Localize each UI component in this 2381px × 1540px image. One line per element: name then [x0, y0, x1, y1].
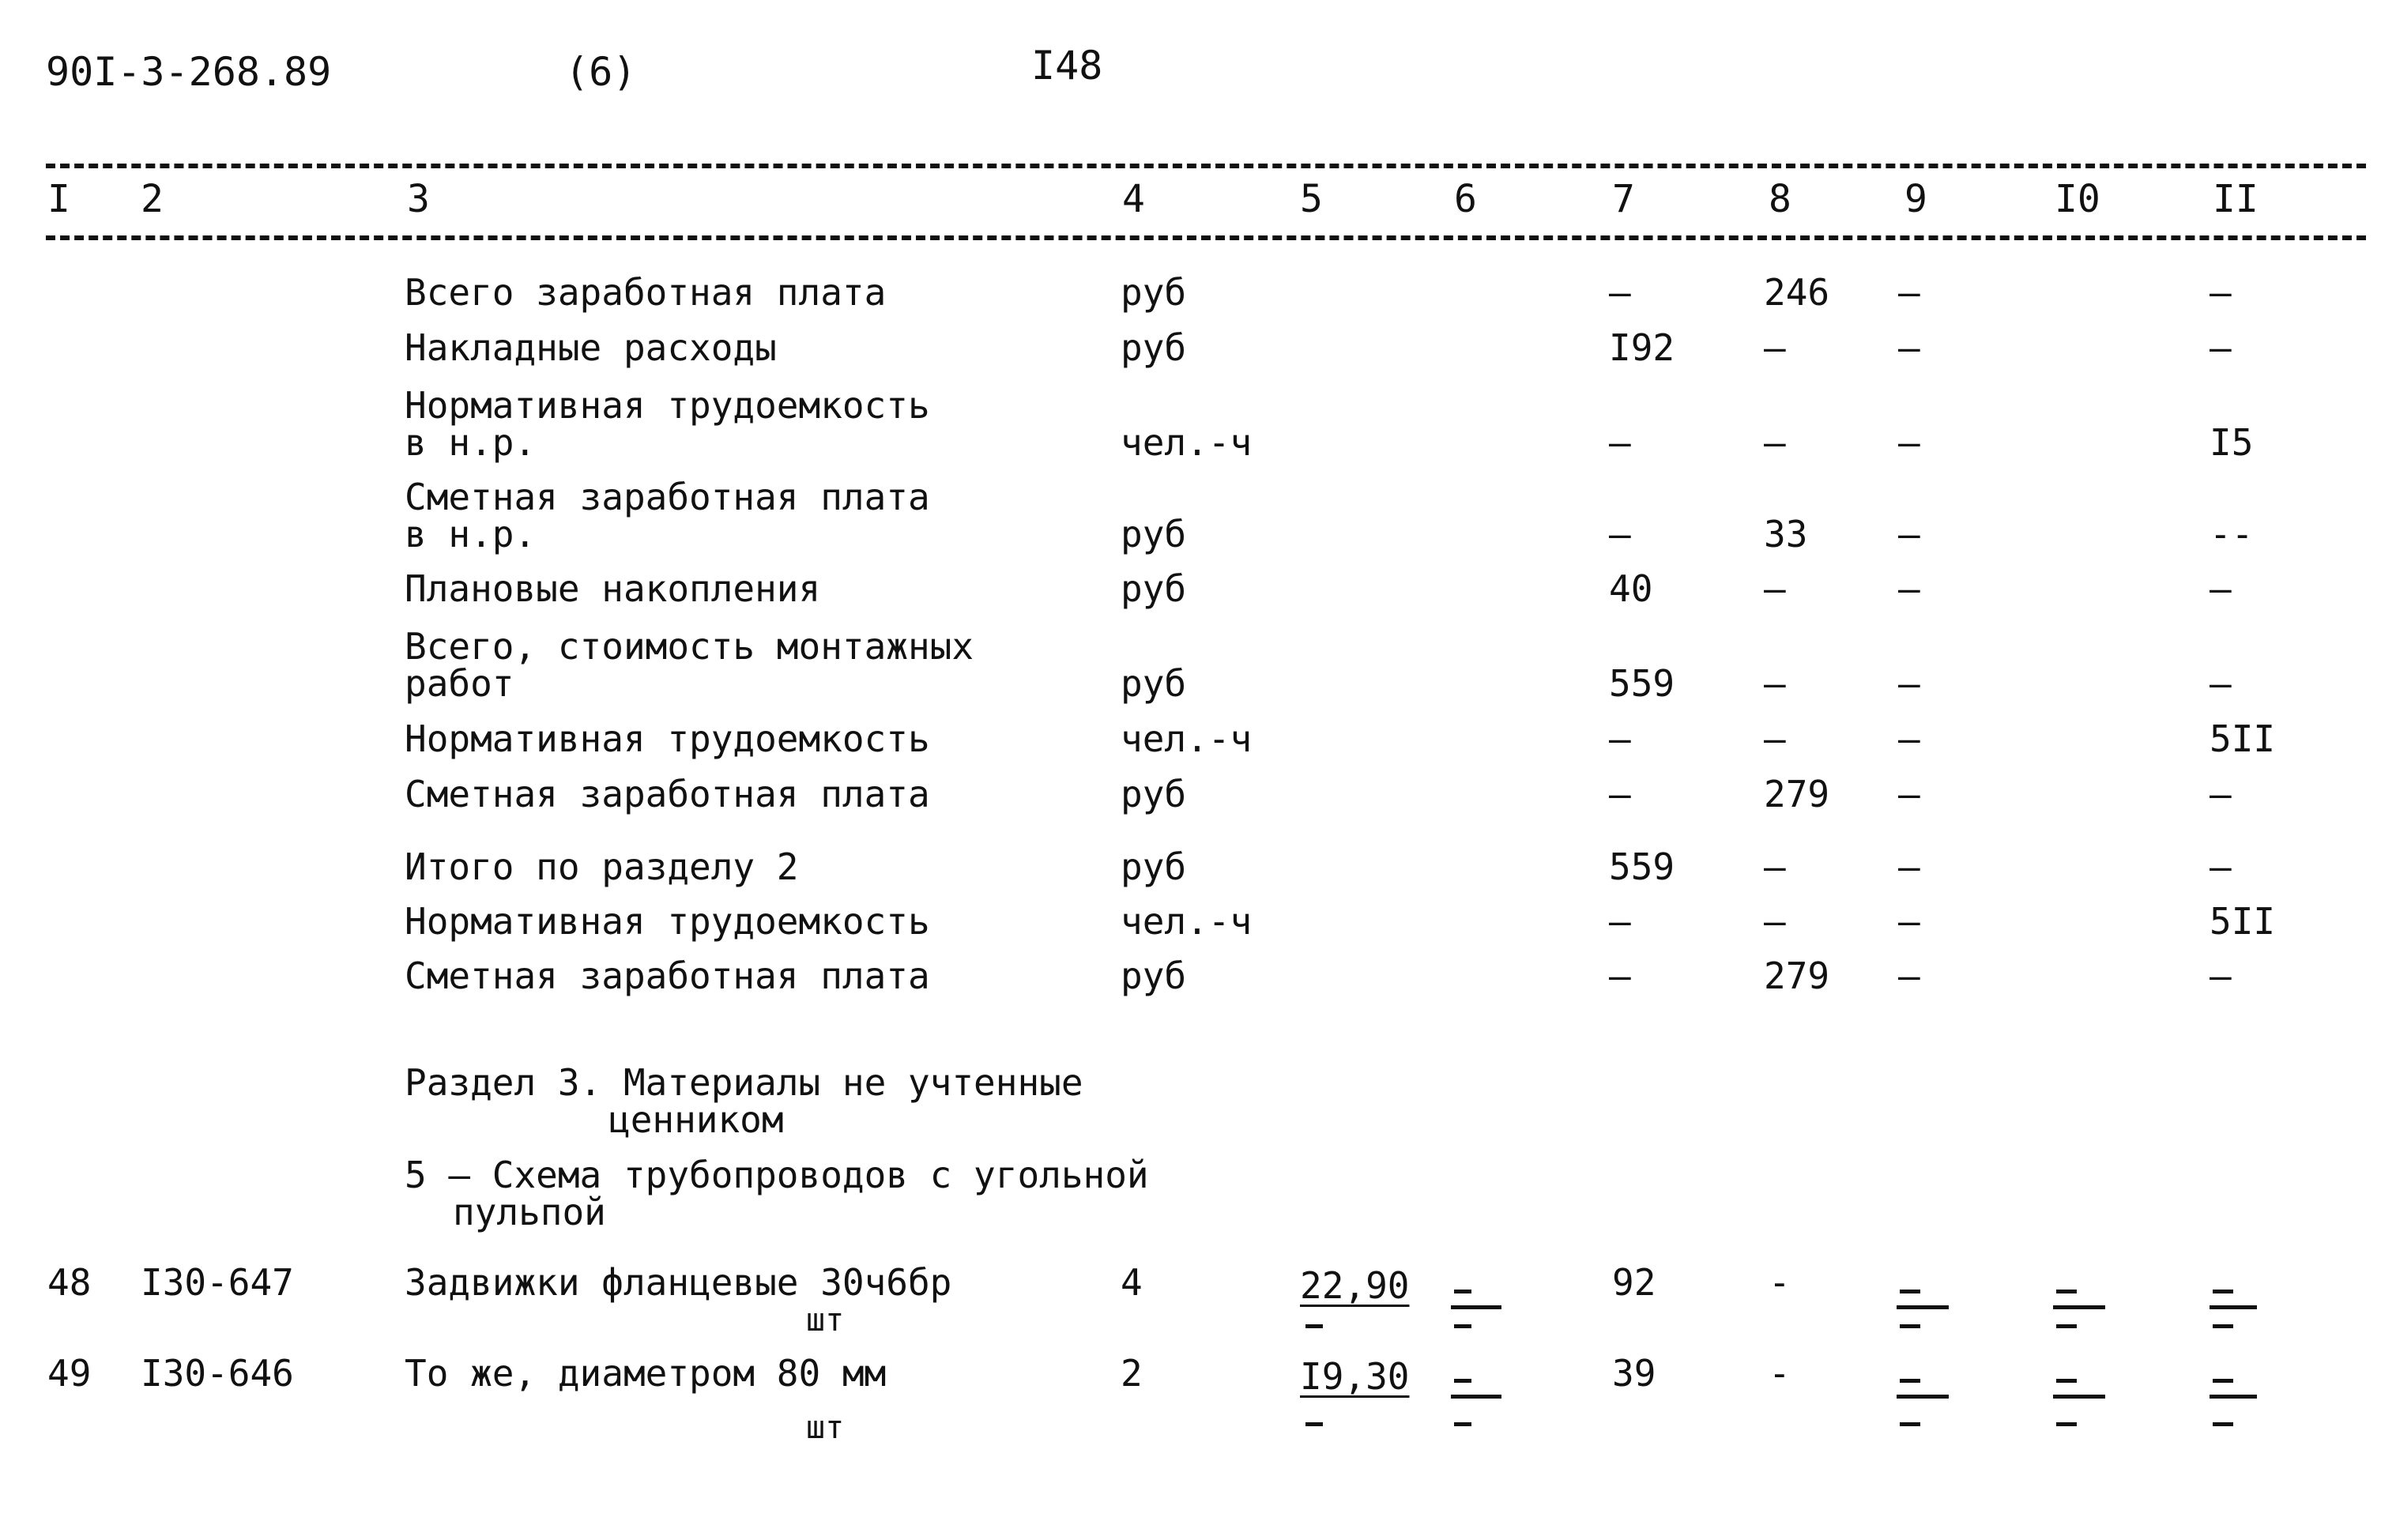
- cell-col8: –: [1764, 845, 1786, 888]
- column-header-1: I: [47, 177, 70, 221]
- row-label: Сметная заработная плата: [405, 954, 930, 997]
- cell-col11: I5: [2210, 421, 2254, 464]
- item-unit: шт: [806, 1410, 845, 1446]
- page-number: I48: [1031, 43, 1103, 88]
- cell-col11: --: [2210, 513, 2254, 555]
- col11-dash-rule: [2210, 1305, 2257, 1309]
- cell-col9: –: [1898, 271, 1920, 314]
- cell-col11: 5II: [2210, 900, 2276, 943]
- col6-dash-top: [1454, 1290, 1471, 1293]
- row-unit: чел.-ч: [1121, 421, 1253, 464]
- item-price-value: I9,30: [1300, 1355, 1410, 1398]
- row-label: Нормативная трудоемкость: [405, 900, 930, 943]
- cell-col8: –: [1764, 421, 1786, 464]
- price-denominator-dash: [1305, 1422, 1323, 1426]
- row-label-cont: в н.р.: [405, 421, 537, 464]
- col9-dash-top: [1900, 1379, 1920, 1383]
- cell-col11: –: [2210, 326, 2232, 369]
- cell-col9: –: [1898, 900, 1920, 943]
- col6-dash-rule: [1451, 1395, 1501, 1399]
- cell-col11: –: [2210, 662, 2232, 705]
- row-label: Всего, стоимость монтажных: [405, 625, 974, 668]
- col10-dash-top: [2056, 1290, 2077, 1293]
- row-label: Сметная заработная плата: [405, 476, 930, 518]
- column-header-11: II: [2213, 177, 2259, 221]
- col11-dash-bottom: [2213, 1324, 2233, 1328]
- column-header-5: 5: [1300, 177, 1323, 221]
- col11-dash-bottom: [2213, 1422, 2233, 1426]
- price-denominator-dash: [1305, 1324, 1323, 1328]
- row-unit: чел.-ч: [1121, 717, 1253, 760]
- cell-col11: –: [2210, 954, 2232, 997]
- cell-col8: 279: [1764, 954, 1830, 997]
- row-label: Всего заработная плата: [405, 271, 887, 314]
- column-header-4: 4: [1122, 177, 1145, 221]
- cell-col8: –: [1764, 567, 1786, 610]
- item-col8: -: [1769, 1352, 1791, 1395]
- col6-dash-bottom: [1454, 1324, 1471, 1328]
- row-label-cont: в н.р.: [405, 513, 537, 555]
- column-header-8: 8: [1769, 177, 1791, 221]
- item-name: То же, диаметром 80 мм: [405, 1352, 887, 1395]
- row-label: Плановые накопления: [405, 567, 821, 610]
- cell-col9: –: [1898, 954, 1920, 997]
- col11-dash-top: [2213, 1379, 2233, 1383]
- item-price-value: 22,90: [1300, 1264, 1410, 1307]
- cell-col7: 559: [1609, 662, 1675, 705]
- row-unit: руб: [1121, 773, 1187, 815]
- cell-col11: –: [2210, 271, 2232, 314]
- cell-col11: –: [2210, 773, 2232, 815]
- row-unit: руб: [1121, 845, 1187, 888]
- cell-col7: –: [1609, 954, 1631, 997]
- col10-dash-bottom: [2056, 1324, 2077, 1328]
- col9-dash-rule: [1897, 1305, 1949, 1309]
- cell-col7: –: [1609, 271, 1631, 314]
- section-subtitle-cont: пульпой: [453, 1191, 606, 1233]
- cell-col8: 279: [1764, 773, 1830, 815]
- cell-col9: –: [1898, 421, 1920, 464]
- cell-col7: I92: [1609, 326, 1675, 369]
- cell-col11: –: [2210, 567, 2232, 610]
- col9-dash-bottom: [1900, 1324, 1920, 1328]
- row-unit: руб: [1121, 954, 1187, 997]
- section-subtitle: 5 – Схема трубопроводов с угольной: [405, 1154, 1149, 1196]
- col9-dash-bottom: [1900, 1422, 1920, 1426]
- row-label: Накладные расходы: [405, 326, 777, 369]
- col6-dash-bottom: [1454, 1422, 1471, 1426]
- cell-col7: –: [1609, 773, 1631, 815]
- column-header-7: 7: [1612, 177, 1635, 221]
- cell-col7: 559: [1609, 845, 1675, 888]
- item-code: I30-646: [141, 1352, 294, 1395]
- cell-col9: –: [1898, 326, 1920, 369]
- cell-col8: –: [1764, 326, 1786, 369]
- row-label-cont: работ: [405, 662, 514, 705]
- column-header-10: I0: [2055, 177, 2100, 221]
- cell-col7: –: [1609, 421, 1631, 464]
- cell-col7: 40: [1609, 567, 1653, 610]
- col10-dash-rule: [2053, 1305, 2105, 1309]
- cell-col9: –: [1898, 513, 1920, 555]
- item-code: I30-647: [141, 1261, 294, 1304]
- col11-dash-rule: [2210, 1395, 2257, 1399]
- col11-dash-top: [2213, 1290, 2233, 1293]
- section-title: Раздел 3. Материалы не учтенные: [405, 1061, 1083, 1104]
- col6-dash-rule: [1451, 1305, 1501, 1309]
- col9-dash-top: [1900, 1290, 1920, 1293]
- col6-dash-top: [1454, 1379, 1471, 1383]
- item-name: Задвижки фланцевые 30ч6бр: [405, 1261, 952, 1304]
- cell-col11: 5II: [2210, 717, 2276, 760]
- col10-dash-bottom: [2056, 1422, 2077, 1426]
- cell-col9: –: [1898, 717, 1920, 760]
- cell-col7: –: [1609, 900, 1631, 943]
- row-label: Нормативная трудоемкость: [405, 717, 930, 760]
- column-header-6: 6: [1454, 177, 1477, 221]
- column-header-9: 9: [1904, 177, 1927, 221]
- cell-col9: –: [1898, 845, 1920, 888]
- row-unit: руб: [1121, 662, 1187, 705]
- item-number: 49: [47, 1352, 92, 1395]
- col10-dash-rule: [2053, 1395, 2105, 1399]
- item-number: 48: [47, 1261, 92, 1304]
- header-rule-bottom: [46, 235, 2366, 240]
- cell-col7: –: [1609, 513, 1631, 555]
- cell-col9: –: [1898, 662, 1920, 705]
- row-label: Итого по разделу 2: [405, 845, 799, 888]
- cell-col8: –: [1764, 717, 1786, 760]
- column-header-2: 2: [141, 177, 164, 221]
- cell-col8: 246: [1764, 271, 1830, 314]
- item-total: 92: [1612, 1261, 1656, 1304]
- row-label: Нормативная трудоемкость: [405, 384, 930, 427]
- column-header-3: 3: [407, 177, 430, 221]
- item-unit: шт: [806, 1302, 845, 1339]
- row-unit: руб: [1121, 513, 1187, 555]
- cell-col7: –: [1609, 717, 1631, 760]
- col10-dash-top: [2056, 1379, 2077, 1383]
- document-part: (6): [565, 49, 637, 95]
- item-quantity: 2: [1121, 1352, 1143, 1395]
- row-label: Сметная заработная плата: [405, 773, 930, 815]
- cell-col8: –: [1764, 900, 1786, 943]
- cell-col11: –: [2210, 845, 2232, 888]
- row-unit: руб: [1121, 271, 1187, 314]
- cell-col9: –: [1898, 773, 1920, 815]
- col9-dash-rule: [1897, 1395, 1949, 1399]
- section-title-cont: ценником: [608, 1098, 784, 1141]
- cell-col9: –: [1898, 567, 1920, 610]
- cell-col8: –: [1764, 662, 1786, 705]
- row-unit: чел.-ч: [1121, 900, 1253, 943]
- document-code: 90I-3-268.89: [46, 49, 332, 95]
- row-unit: руб: [1121, 567, 1187, 610]
- row-unit: руб: [1121, 326, 1187, 369]
- item-quantity: 4: [1121, 1261, 1143, 1304]
- cell-col8: 33: [1764, 513, 1808, 555]
- item-total: 39: [1612, 1352, 1656, 1395]
- item-col8: -: [1769, 1261, 1791, 1304]
- header-rule-top: [46, 164, 2366, 168]
